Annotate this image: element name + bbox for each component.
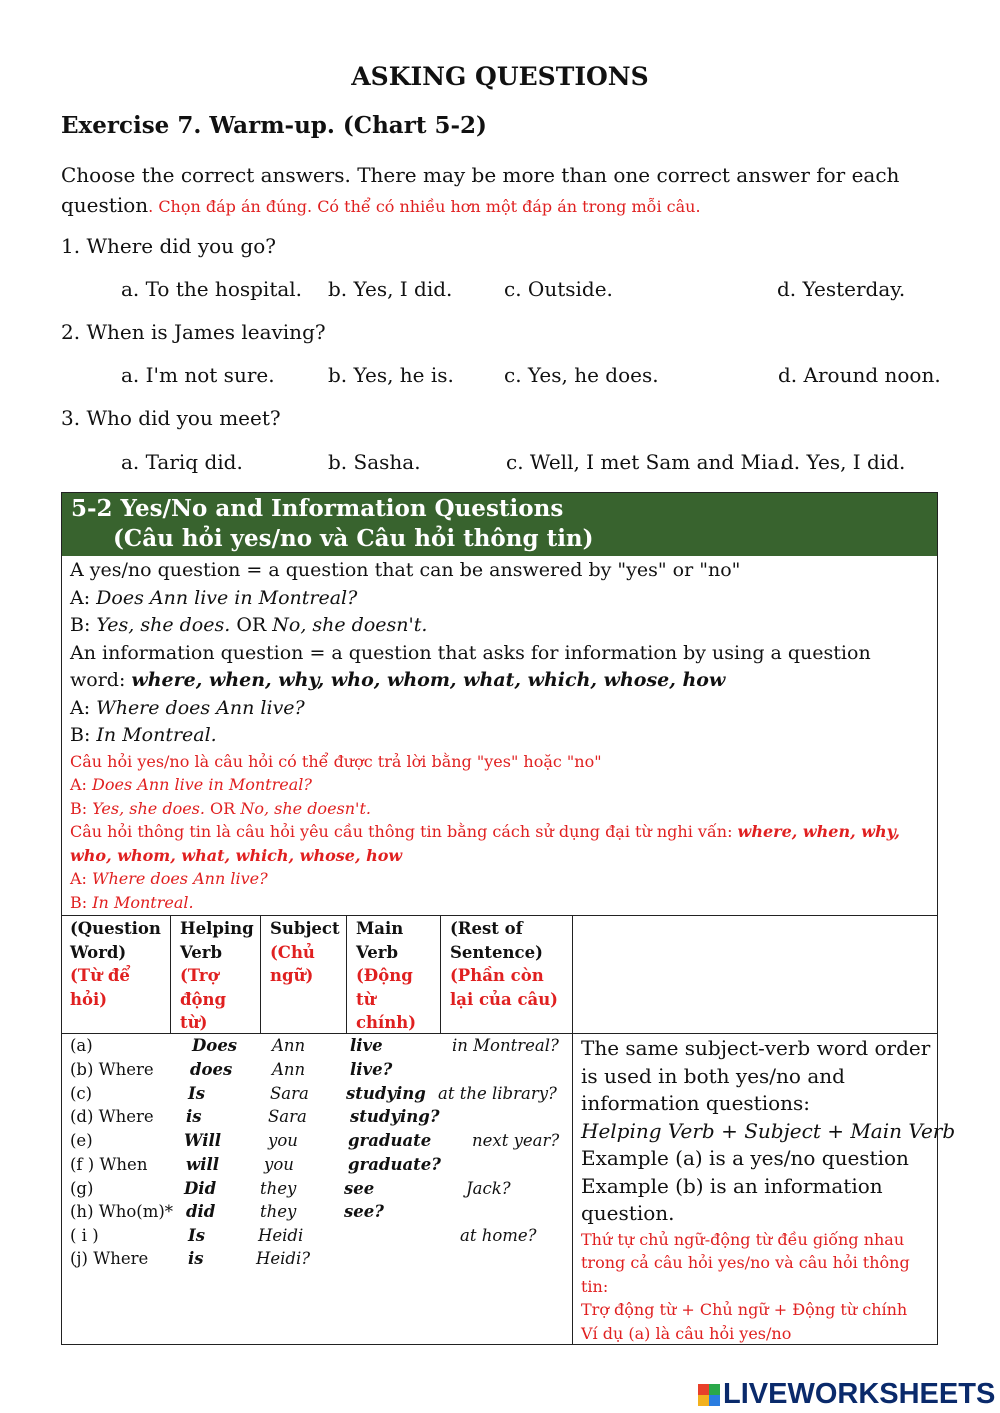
example-main-verb: live <box>350 1036 383 1055</box>
example-label: (b) Where <box>70 1060 154 1079</box>
chart-heading-en: 5-2 Yes/No and Information Questions <box>71 495 564 522</box>
example-subject: Sara <box>270 1084 309 1103</box>
example-main-verb: studying <box>346 1084 426 1103</box>
q2-option-d[interactable]: d. Around noon. <box>778 363 941 387</box>
example-subject: Sara <box>268 1107 307 1126</box>
example-rest: in Montreal? <box>452 1036 559 1055</box>
example-subject: Ann <box>272 1060 306 1079</box>
question-3: 3. Who did you meet? <box>61 406 281 430</box>
example-helper: Is <box>188 1084 206 1103</box>
example-helper: Did <box>184 1179 217 1198</box>
q2-option-c[interactable]: c. Yes, he does. <box>504 363 659 387</box>
q3-option-d[interactable]: d. Yes, I did. <box>781 450 906 474</box>
example-helper: Will <box>184 1131 222 1150</box>
side-notes <box>581 1035 956 1345</box>
q2-option-a[interactable]: a. I'm not sure. <box>121 363 275 387</box>
note-line: is used in both yes/no and <box>581 1063 845 1088</box>
note-line: question. <box>581 1201 675 1225</box>
example-label: ( i ) <box>70 1226 99 1245</box>
example-helper: Is <box>188 1226 206 1245</box>
rule-line-vi: A: Does Ann live in Montreal? <box>70 775 312 794</box>
rule-line: word: where, when, why, who, whom, what, which, whose, how <box>70 669 726 691</box>
rule-line-vi: who, whom, what, which, whose, how <box>70 845 403 865</box>
note-line: Example (b) is an information <box>581 1173 883 1198</box>
note-line-vi: tin: <box>581 1276 609 1296</box>
col-header-subject: Subject (Chủ ngữ) <box>270 919 340 985</box>
example-subject: you <box>268 1131 298 1150</box>
q1-option-a[interactable]: a. To the hospital. <box>121 277 303 301</box>
rule-line: B: Yes, she does. OR No, she doesn't. <box>70 614 428 636</box>
rule-line: B: In Montreal. <box>70 724 217 746</box>
q3-option-a[interactable]: a. Tariq did. <box>121 450 243 474</box>
q1-option-b[interactable]: b. Yes, I did. <box>328 277 453 301</box>
example-main-verb: graduate? <box>348 1155 441 1174</box>
note-line-vi: trong cả câu hỏi yes/no và câu hỏi thông <box>581 1253 910 1272</box>
column-divider <box>170 915 171 1033</box>
rule-line: A yes/no question = a question that can be answered by "yes" or "no" <box>70 559 741 581</box>
example-helper: does <box>190 1060 233 1079</box>
question-1: 1. Where did you go? <box>61 234 276 258</box>
example-subject: they <box>260 1179 297 1198</box>
rule-line-vi: A: Where does Ann live? <box>70 869 268 888</box>
rule-line: A: Does Ann live in Montreal? <box>70 586 358 609</box>
note-line-vi: Thứ tự chủ ngữ-động từ đều giống nhau <box>581 1229 905 1249</box>
page-title: ASKING QUESTIONS <box>351 62 649 91</box>
column-divider <box>440 915 441 1033</box>
example-rest: Jack? <box>466 1179 511 1198</box>
liveworksheets-logo-icon <box>698 1384 720 1406</box>
note-line: Helping Verb + Subject + Main Verb <box>581 1118 956 1143</box>
col-header-rest: (Rest of Sentence) (Phần còn lại của câu) <box>450 919 558 1009</box>
col-header-helping-verb: Helping Verb (Trợ động từ) <box>180 919 254 1032</box>
example-main-verb: see <box>344 1179 375 1198</box>
note-line-vi: Ví dụ (a) là câu hỏi yes/no <box>581 1323 792 1343</box>
example-label: (j) Where <box>70 1249 149 1268</box>
example-helper: will <box>186 1155 220 1174</box>
example-subject: Ann <box>272 1036 306 1055</box>
column-divider <box>260 915 261 1033</box>
example-label: (e) <box>70 1131 93 1150</box>
q1-option-c[interactable]: c. Outside. <box>504 277 613 301</box>
grammar-chart <box>61 492 956 1345</box>
rule-line: An information question = a question that asks for information by using a question <box>70 641 871 664</box>
chart-heading-vi: (Câu hỏi yes/no và Câu hỏi thông tin) <box>113 525 594 552</box>
note-line: The same subject-verb word order <box>581 1036 931 1060</box>
note-line-vi: Trợ động từ + Chủ ngữ + Động từ chính <box>581 1300 908 1319</box>
instruction-en-2: question <box>61 193 149 217</box>
example-main-verb: live? <box>350 1060 393 1079</box>
col-header-question-word: (Question Word) (Từ để hỏi) <box>70 919 161 1009</box>
instruction <box>61 160 941 222</box>
example-label: (f ) When <box>70 1155 148 1174</box>
rule-line-vi: B: Yes, she does. OR No, she doesn't. <box>70 798 371 818</box>
example-label: (d) Where <box>70 1107 154 1126</box>
rule-line-vi: Câu hỏi thông tin là câu hỏi yêu cầu thông tin bằng cách sử dụng đại từ nghi vấn: where, when, why, <box>70 822 900 841</box>
example-helper: did <box>186 1202 216 1221</box>
example-subject: you <box>264 1155 294 1174</box>
column-divider <box>346 915 347 1033</box>
example-helper: is <box>188 1249 204 1268</box>
note-line: information questions: <box>581 1091 811 1115</box>
column-divider <box>572 915 573 1345</box>
example-rest: at home? <box>460 1226 537 1245</box>
q3-option-c[interactable]: c. Well, I met Sam and Mia. <box>506 450 786 474</box>
example-helper: Does <box>192 1036 238 1055</box>
liveworksheets-logo <box>698 1378 995 1411</box>
example-rest: next year? <box>472 1131 560 1150</box>
example-label: (g) <box>70 1179 94 1198</box>
exercise-heading: Exercise 7. Warm-up. (Chart 5-2) <box>61 112 487 139</box>
example-subject: Heidi <box>258 1226 304 1245</box>
example-main-verb: graduate <box>348 1131 432 1150</box>
instruction-vi: . Chọn đáp án đúng. Có thể có nhiều hơn một đáp án trong mỗi câu. <box>148 197 701 216</box>
note-line: Example (a) is a yes/no question <box>581 1146 909 1170</box>
table-top-border <box>62 915 937 916</box>
example-main-verb: see? <box>344 1202 384 1221</box>
q2-option-b[interactable]: b. Yes, he is. <box>328 363 454 387</box>
col-header-main-verb: Main Verb (Động từ chính) <box>356 919 417 1032</box>
example-rest: at the library? <box>438 1084 557 1103</box>
q1-option-d[interactable]: d. Yesterday. <box>777 277 906 301</box>
chart-header <box>62 493 937 556</box>
example-label: (h) Who(m)* <box>70 1202 174 1221</box>
liveworksheets-wordmark: LIVEWORKSHEETS <box>723 1378 996 1410</box>
rule-line: A: Where does Ann live? <box>70 696 305 719</box>
example-label: (a) <box>70 1036 93 1055</box>
rule-line-vi: Câu hỏi yes/no là câu hỏi có thể được trả lời bằng "yes" hoặc "no" <box>70 751 602 771</box>
example-subject: Heidi? <box>256 1249 311 1268</box>
example-subject: they <box>260 1202 297 1221</box>
rule-line-vi: B: In Montreal. <box>70 892 194 912</box>
instruction-en-1: Choose the correct answers. There may be more than one correct answer for each <box>61 163 900 187</box>
example-main-verb: studying? <box>350 1107 440 1126</box>
q3-option-b[interactable]: b. Sasha. <box>328 450 421 474</box>
example-label: (c) <box>70 1084 93 1103</box>
question-2: 2. When is James leaving? <box>61 320 326 344</box>
example-helper: is <box>186 1107 202 1126</box>
chart-explanation <box>70 557 932 914</box>
